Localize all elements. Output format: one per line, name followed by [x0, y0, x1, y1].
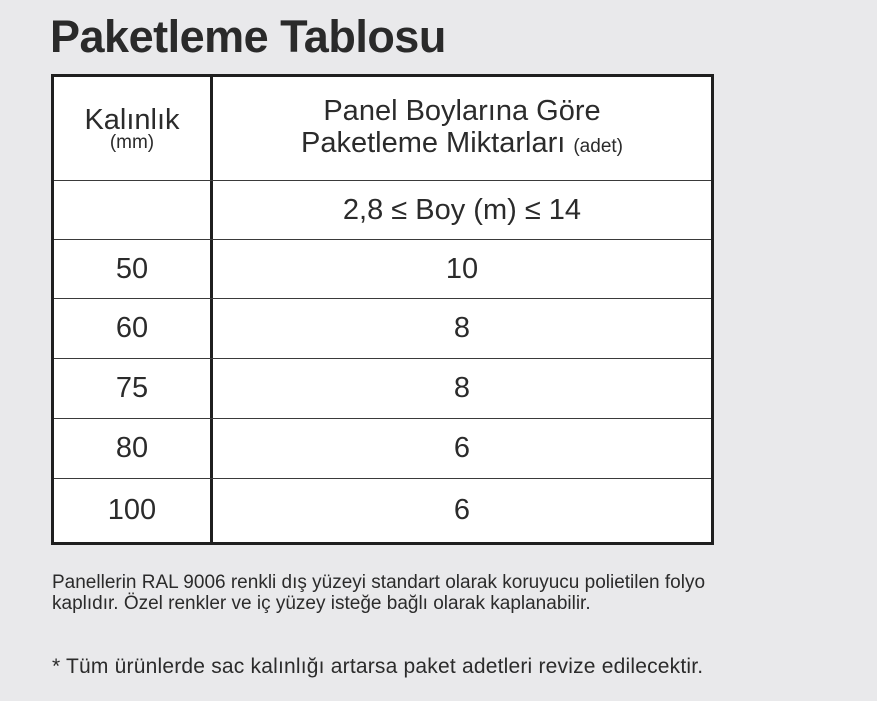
thickness-cell: 60 — [54, 299, 213, 358]
coating-note: Panellerin RAL 9006 renkli dış yüzeyi standart olarak koruyucu polietilen folyo kaplıdır. Özel renkler ve iç yüzey isteğe bağlı olarak kaplanabilir. — [52, 572, 706, 614]
table-header-row — [54, 77, 711, 181]
thickness-cell: 50 — [54, 240, 213, 298]
quantity-cell: 6 — [453, 494, 471, 526]
header-thickness-unit: (mm) — [109, 131, 155, 153]
table-range-row — [54, 181, 711, 240]
packaging-table — [51, 74, 714, 545]
header-quantity-line2: Paketleme Miktarları — [300, 126, 566, 159]
quantity-cell: 8 — [453, 372, 471, 404]
header-quantity-line1: Panel Boylarına Göre — [323, 94, 601, 127]
header-quantity-unit: (adet) — [573, 135, 623, 157]
range-label: 2,8 ≤ Boy (m) ≤ 14 — [342, 193, 582, 226]
quantity-cell: 6 — [453, 432, 471, 464]
thickness-cell: 80 — [54, 419, 213, 478]
thickness-cell: 100 — [54, 479, 213, 542]
quantity-cell: 10 — [445, 252, 479, 285]
table-row — [54, 479, 711, 542]
range-empty-cell — [54, 181, 213, 239]
table-row — [54, 419, 711, 479]
table-row — [54, 299, 711, 359]
header-thickness-label: Kalınlık — [84, 103, 180, 136]
header-thickness — [54, 77, 213, 180]
header-quantity — [213, 77, 711, 180]
thickness-cell: 75 — [54, 359, 213, 418]
page-title: Paketleme Tablosu — [50, 11, 446, 62]
footnote: * Tüm ürünlerde sac kalınlığı artarsa paket adetleri revize edilecektir. — [52, 655, 704, 678]
table-row — [54, 359, 711, 419]
quantity-cell: 8 — [453, 312, 471, 344]
table-row — [54, 240, 711, 299]
